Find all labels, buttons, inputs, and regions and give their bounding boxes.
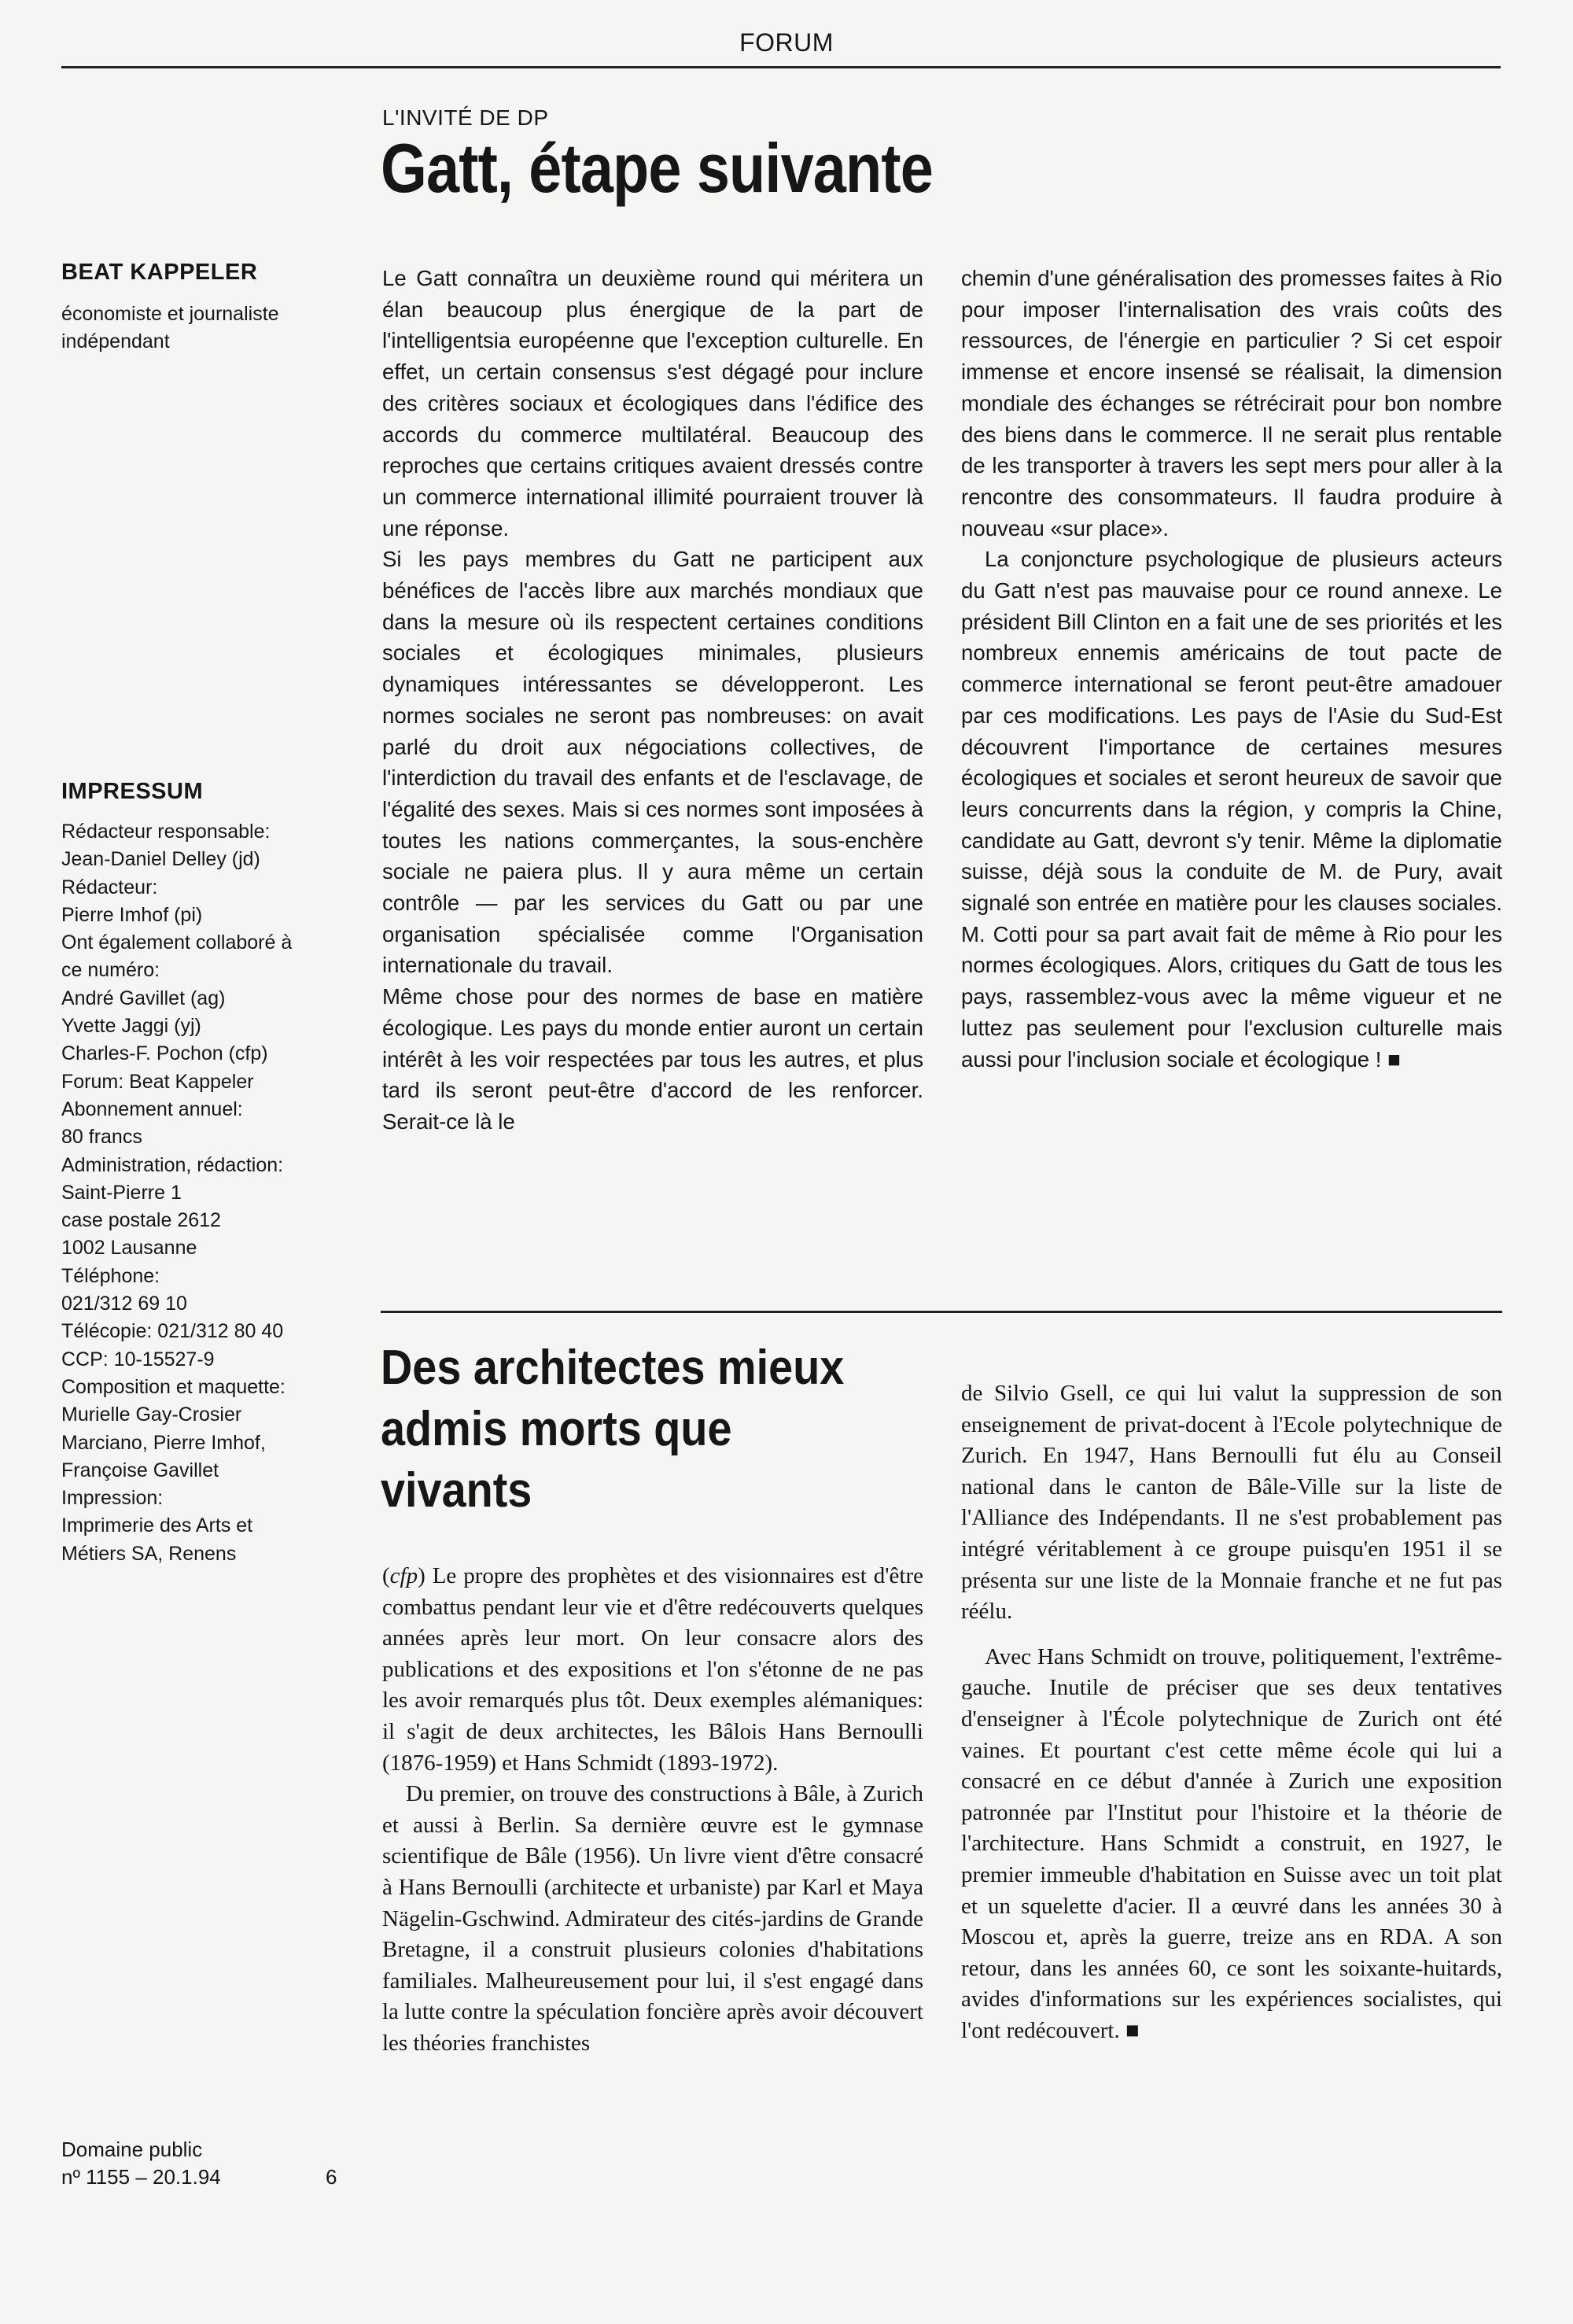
article2-paragraph: de Silvio Gsell, ce qui lui valut la suppression de son enseignement de privat-docent à l'Ecole polytechnique de Zurich. En 1947, Hans Bernoulli fut élu au Conseil national dans le canton de Bâle-Ville sur la liste de l'Alliance des Indépendants. Il ne s'est probablement pas intégré véritablement à ce groupe puisqu'en 1951 il se présenta sur une liste de la Monnaie franche et ne fut pas réélu.	[961, 1381, 1502, 1625]
impressum-line: Composition et maquette:	[61, 1375, 285, 1398]
author-name: BEAT KAPPELER	[61, 260, 258, 285]
article1-column-2	[961, 263, 1502, 1075]
header-rule	[61, 66, 1501, 68]
impressum-line: Forum: Beat Kappeler	[61, 1070, 254, 1093]
page-number: 6	[326, 2165, 337, 2189]
article2-title: Des architectes mieux admis morts que vivants	[381, 1341, 845, 1518]
impressum-list	[61, 818, 360, 1568]
impressum-line: 021/312 69 10	[61, 1293, 187, 1315]
impressum-line: Rédacteur responsable:	[61, 821, 271, 843]
impressum-line: Imprimerie des Arts et	[61, 1514, 253, 1537]
article2-column-1	[382, 1561, 923, 2060]
impressum-line: Charles-F. Pochon (cfp)	[61, 1042, 268, 1065]
article1-paragraph: Même chose pour des normes de base en matière écologique. Les pays du monde entier auront un certain intérêt à les voir respectées par tous les autres, et plus tard ils seront peut-être d'accord de les renforcer. Serait-ce là le	[382, 984, 923, 1134]
impressum-heading: IMPRESSUM	[61, 779, 204, 804]
article1-paragraph: La conjoncture psychologique de plusieurs acteurs du Gatt n'est pas mauvaise pour ce round annexe. Le président Bill Clinton en a fait une de ses priorités et les nombreux ennemis américains de tout pacte de commerce international se feront peut-être amadouer par ces modifications. Les pays de l'Asie du Sud-Est découvrent l'importance de certaines mesures écologiques et sociales et seront heureux de savoir que leurs concurrents dans la région, y compris la Chine, candidate au Gatt, devront s'y tenir. Même la diplomatie suisse, déjà sous la conduite de M. de Pury, avait signalé son entrée en matière pour les clauses sociales. M. Cotti pour sa part avait fait de même à Rio pour les normes écologiques. Alors, critiques du Gatt de tous les pays, rassemblez-vous avec la même vigueur et ne luttez pas seulement pour l'exclusion culturelle mais aussi pour l'inclusion sociale et écologique ! ■	[961, 547, 1502, 1072]
section-label: FORUM	[739, 28, 834, 57]
impressum-line: Murielle Gay-Crosier	[61, 1404, 242, 1426]
article-kicker: L'INVITÉ DE DP	[382, 105, 549, 130]
impressum-line: André Gavillet (ag)	[61, 987, 226, 1009]
author-role: économiste et journaliste indépendant	[61, 303, 279, 352]
article1-paragraph: chemin d'une généralisation des promesses faites à Rio pour imposer l'internalisation des vrais coûts des ressources, de l'énergie en particulier ? Si cet espoir immense et encore insensé se réalisait, la dimension mondiale des échanges se rétrécirait pour bon nombre des biens dans le commerce. Il ne serait plus rentable de les transporter à travers les sept mers pour aller à la rencontre des consommateurs. Il faudra produire à nouveau «sur place».	[961, 266, 1502, 540]
impressum-line: Impression:	[61, 1487, 164, 1510]
impressum-line: 1002 Lausanne	[61, 1237, 197, 1260]
article1-paragraph: Le Gatt connaîtra un deuxième round qui méritera un élan beaucoup plus énergique de la part de l'intelligentsia européenne que l'exception culturelle. En effet, un certain consensus s'est dégagé pour inclure des critères sociaux et écologiques dans l'édifice des accords du commerce multilatéral. Beaucoup des reproches que certains critiques avaient dressés contre un commerce international illimité pourraient trouver là une réponse.	[382, 266, 923, 540]
impressum-line: Abonnement annuel:	[61, 1097, 243, 1120]
article1-paragraph: Si les pays membres du Gatt ne participent aux bénéfices de l'accès libre aux marchés mondiaux que dans la mesure où ils respectent certaines conditions sociales et écologiques minimales, plusieurs dynamiques intéressantes se développeront. Les normes sociales ne seront pas nombreuses: on avait parlé du droit aux négociations collectives, de l'interdiction du travail des enfants et de l'esclavage, de l'égalité des sexes. Mais si ces normes sont imposées à toutes les nations commerçantes, la sous-enchère sociale ne paiera plus. Il y aura même un certain contrôle — par les services du Gatt ou par une organisation spécialisée comme l'Organisation internationale du travail.	[382, 547, 923, 978]
impressum-line: Administration, rédaction:	[61, 1153, 284, 1176]
article-title: Gatt, étape suivante	[381, 129, 933, 207]
section-divider	[381, 1311, 1502, 1313]
impressum-line: Yvette Jaggi (yj)	[61, 1015, 201, 1038]
impressum-line: CCP: 10-15527-9	[61, 1348, 215, 1370]
impressum-line: 80 francs	[61, 1126, 142, 1149]
impressum-line: Françoise Gavillet	[61, 1459, 219, 1481]
impressum-line: Télécopie: 021/312 80 40	[61, 1320, 284, 1343]
impressum-line: Pierre Imhof (pi)	[61, 903, 203, 926]
impressum-line: Rédacteur:	[61, 876, 158, 898]
impressum-line: ce numéro:	[61, 959, 160, 982]
article2-lead-text: ) Le propre des prophètes et des visionnaires est d'être combattus pendant leur vie et d'être redécouverts quelques années après leur mort. On leur consacre alors des publications et des expositions et l'on s'étonne de ne pas les avoir remarqués plus tôt. Deux exemples alémaniques: il s'agit de deux architectes, les Bâlois Hans Bernoulli (1876-1959) et Hans Schmidt (1893-1972).	[382, 1563, 923, 1776]
issue-number: nº 1155 – 20.1.94	[61, 2165, 221, 2189]
impressum-line: Métiers SA, Renens	[61, 1542, 237, 1565]
impressum-line: Marciano, Pierre Imhof,	[61, 1431, 266, 1454]
article1-column-1	[382, 263, 923, 1138]
article2-paragraph: (cfp) Le propre des prophètes et des visionnaires est d'être combattus pendant leur vie et d'être redécouverts quelques années après leur mort. On leur consacre alors des publications et des expositions et l'on s'étonne de ne pas les avoir remarqués plus tôt. Deux exemples alémaniques: il s'agit de deux architectes, les Bâlois Hans Bernoulli (1876-1959) et Hans Schmidt (1893-1972).	[382, 1563, 923, 1776]
article2-paragraph: Du premier, on trouve des constructions à Bâle, à Zurich et aussi à Berlin. Sa dernière œuvre est le gymnase scientifique de Bâle (1956). Un livre vient d'être consacré à Hans Bernoulli (architecte et urbaniste) par Karl et Maya Nägelin-Gschwind. Admirateur des cités-jardins de Grande Bretagne, il a construit plusieurs colonies d'habitations familiales. Malheureusement pour lui, il s'est engagé dans la lutte contre la spéculation foncière après avoir découvert les théories franchistes	[382, 1781, 923, 2056]
article2-byline: cfp	[389, 1563, 418, 1588]
impressum-line: case postale 2612	[61, 1209, 221, 1232]
impressum-line: Saint-Pierre 1	[61, 1181, 182, 1204]
publication-name: Domaine public	[61, 2138, 203, 2161]
impressum-line: Ont également collaboré à	[61, 931, 293, 954]
impressum-line: Jean-Daniel Delley (jd)	[61, 848, 260, 871]
impressum-line: Téléphone:	[61, 1264, 160, 1287]
article2-column-2	[961, 1378, 1502, 2046]
article2-paragraph: Avec Hans Schmidt on trouve, politiquement, l'extrême-gauche. Inutile de préciser que ses deux tentatives d'enseigner à l'École polytechnique de Zurich ont été vaines. Et pourtant c'est cette même école qui lui a consacré en ce début d'année à Zurich une exposition patronnée par l'Institut pour l'histoire et la théorie de l'architecture. Hans Schmidt a construit, en 1927, le premier immeuble d'habitation en Suisse avec un toit plat et un squelette d'acier. Il a œuvré dans les années 30 à Moscou et, après la guerre, treize ans en RDA. A son retour, dans les années 60, ce sont les soixante-huitards, avides d'informations sur les expériences socialistes, qui l'ont redécouvert. ■	[961, 1643, 1502, 2043]
